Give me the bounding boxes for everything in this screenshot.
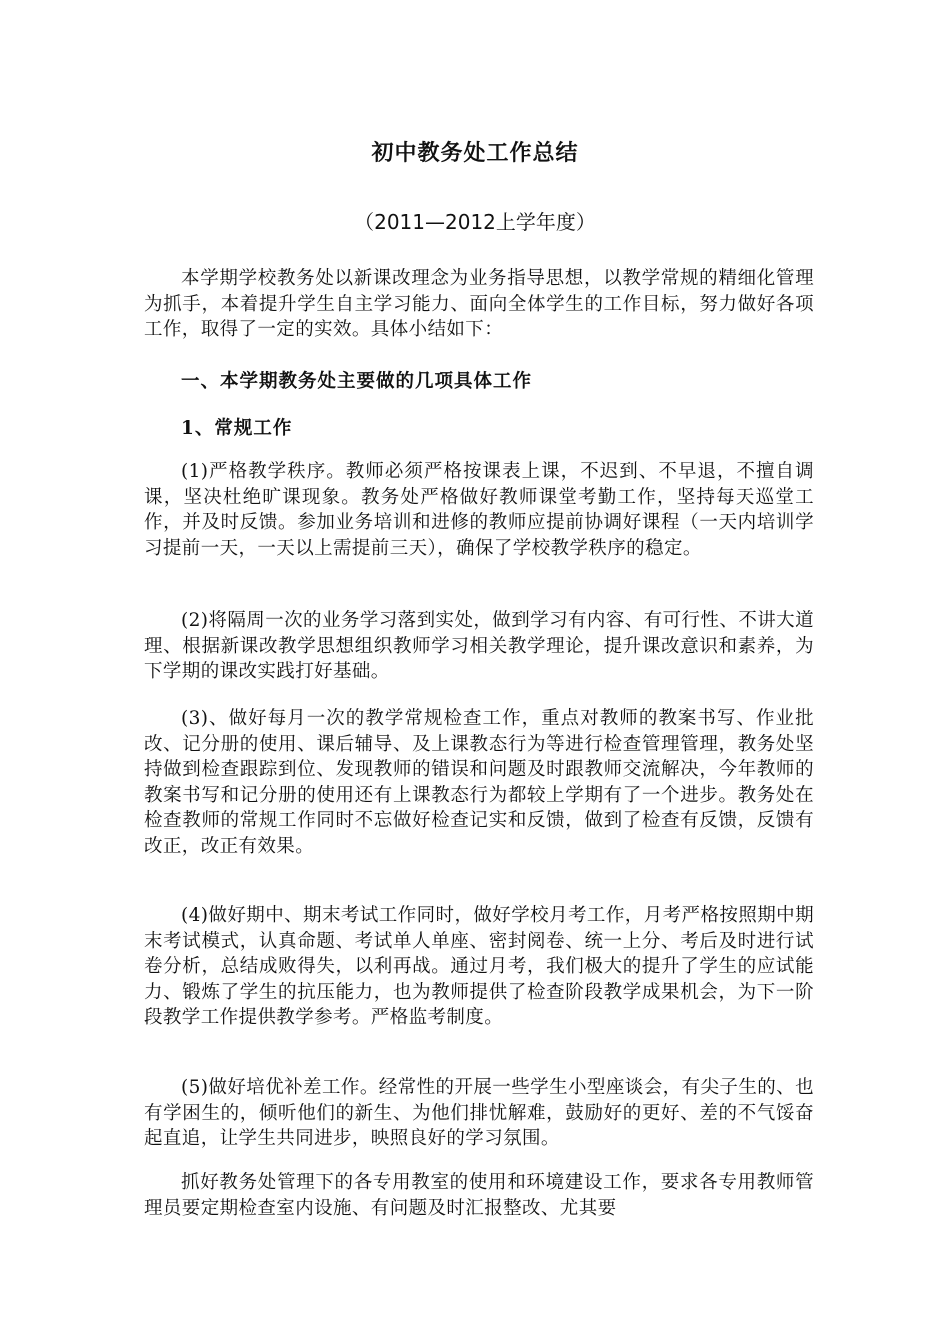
section-heading: 一、本学期教务处主要做的几项具体工作: [181, 371, 533, 392]
paragraph-5: (5)做好培优补差工作。经常性的开展一些学生小型座谈会，有尖子生的、也有学困生的，倾听他们的新生、为他们排忧解难，鼓励好的更好、差的不气馁奋起直追，让学生共同进步，映照良好的学习氛围。: [144, 1077, 814, 1149]
paragraph-6: 抓好教务处管理下的各专用教室的使用和环境建设工作，要求各专用教师管理员要定期检查室内设施、有问题及时汇报整改、尤其要: [144, 1172, 814, 1219]
intro-paragraph: 本学期学校教务处以新课改理念为业务指导思想，以教学常规的精细化管理为抓手，本着提升学生自主学习能力、面向全体学生的工作目标，努力做好各项工作，取得了一定的实效。具体小结如下：: [144, 268, 814, 340]
paragraph-1: (1)严格教学秩序。教师必须严格按课表上课，不迟到、不早退，不擅自调课，坚决杜绝旷课现象。教务处严格做好教师课堂考勤工作，坚持每天巡堂工作，并及时反馈。参加业务培训和进修的教师应提前协调好课程（一天内培训学习提前一天，一天以上需提前三天），确保了学校教学秩序的稳定。: [144, 461, 814, 559]
subsection-heading: 1、常规工作: [181, 418, 293, 439]
paragraph-4: (4)做好期中、期末考试工作同时，做好学校月考工作，月考严格按照期中期末考试模式，认真命题、考试单人单座、密封阅卷、统一上分、考后及时进行试卷分析，总结成败得失，以利再战。通过月考，我们极大的提升了学生的应试能力、锻炼了学生的抗压能力，也为教师提供了检查阶段教学成果机会，为下一阶段教学工作提供教学参考。严格监考制度。: [144, 905, 814, 1028]
paragraph-2: (2)将隔周一次的业务学习落到实处，做到学习有内容、有可行性、不讲大道理、根据新课改教学思想组织教师学习相关教学理论，提升课改意识和素养，为下学期的课改实践打好基础。: [144, 610, 814, 682]
document-subtitle: （2011—2012上学年度）: [354, 210, 596, 234]
paragraph-3: (3)、做好每月一次的教学常规检查工作，重点对教师的教案书写、作业批改、记分册的使用、课后辅导、及上课教态行为等进行检查管理管理，教务处坚持做到检查跟踪到位、发现教师的错误和问题及时跟教师交流解决，今年教师的教案书写和记分册的使用还有上课教态行为都较上学期有了一个进步。教务处在检查教师的常规工作同时不忘做好检查记实和反馈，做到了检查有反馈，反馈有改正，改正有效果。: [144, 708, 814, 857]
document-title: 初中教务处工作总结: [371, 140, 579, 166]
